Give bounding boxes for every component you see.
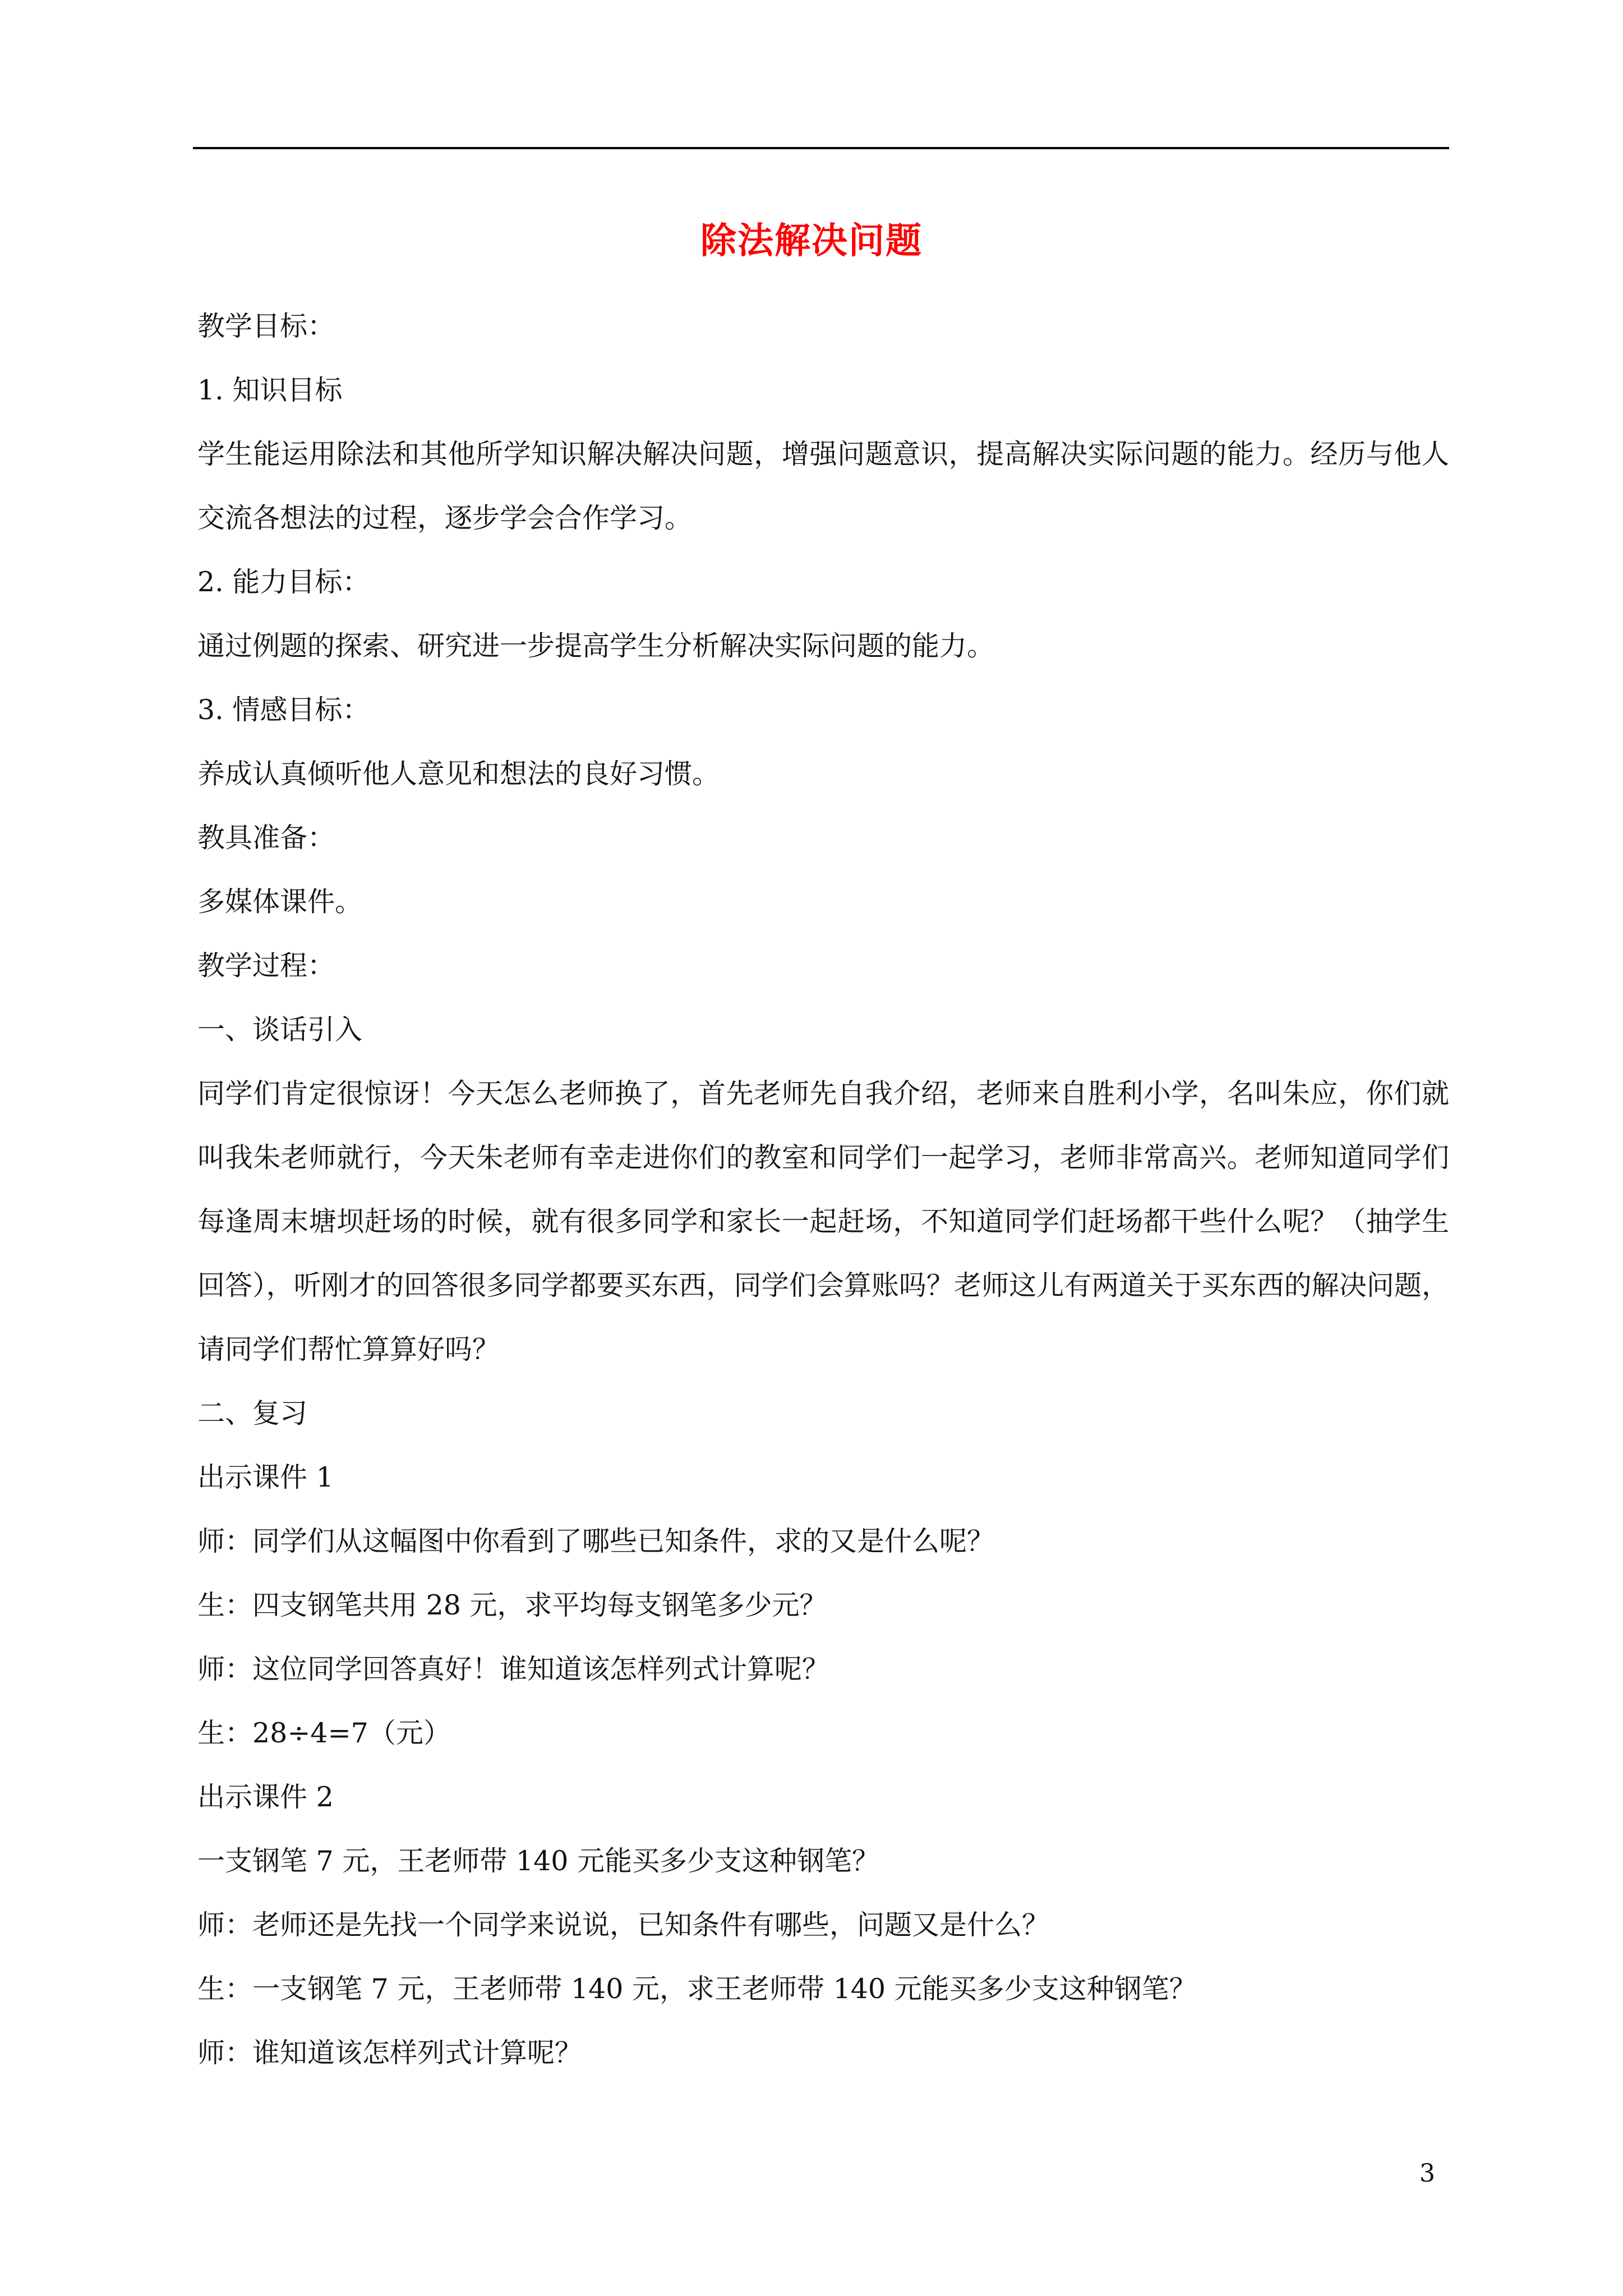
paragraph: 师：同学们从这幅图中你看到了哪些已知条件，求的又是什么呢？ <box>197 1525 995 1557</box>
paragraph: 师：老师还是先找一个同学来说说，已知条件有哪些，问题又是什么？ <box>197 1909 1050 1941</box>
paragraph: 一支钢笔 7 元，王老师带 140 元能买多少支这种钢笔？ <box>197 1845 880 1877</box>
paragraph: 教具准备： <box>197 822 335 854</box>
paragraph: 师：谁知道该怎样列式计算呢？ <box>197 2037 583 2069</box>
paragraph: 1. 知识目标 <box>197 374 343 406</box>
paragraph: 3. 情感目标： <box>197 694 370 726</box>
paragraph: 一、谈话引入 <box>197 1014 363 1046</box>
paragraph: 通过例题的探索、研究进一步提高学生分析解决实际问题的能力。 <box>197 630 995 662</box>
paragraph: 同学们肯定很惊讶！今天怎么老师换了，首先老师先自我介绍，老师来自胜利小学，名叫朱应，你们就叫我朱老师就行，今天朱老师有幸走进你们的教室和同学们一起学习，老师非常高兴。老师知道同学们每逢周末塘坝赶场的时候，就有很多同学和家长一起赶场，不知道同学们赶场都干些什么呢？（抽学生回答），听刚才的回答很多同学都要买东西，同学们会算账吗？老师这儿有两道关于买东西的解决问题，请同学们帮忙算算好吗？ <box>197 1078 1449 1365</box>
paragraph: 生：四支钢笔共用 28 元，求平均每支钢笔多少元？ <box>197 1589 827 1621</box>
paragraph: 养成认真倾听他人意见和想法的良好习惯。 <box>197 758 720 790</box>
paragraph: 生：一支钢笔 7 元，王老师带 140 元，求王老师带 140 元能买多少支这种钢笔？ <box>197 1973 1197 2005</box>
header-rule <box>193 147 1449 149</box>
paragraph: 多媒体课件。 <box>197 886 363 918</box>
paragraph: 二、复习 <box>197 1397 308 1429</box>
paragraph: 教学过程： <box>197 950 335 982</box>
paragraph: 出示课件 1 <box>197 1461 334 1493</box>
page-number: 3 <box>1419 2159 1435 2188</box>
paragraph: 2. 能力目标： <box>197 566 370 598</box>
document-body <box>197 295 1449 2085</box>
paragraph: 教学目标： <box>197 310 335 342</box>
paragraph: 师：这位同学回答真好！谁知道该怎样列式计算呢？ <box>197 1653 830 1685</box>
paragraph: 出示课件 2 <box>197 1781 334 1813</box>
paragraph: 生：28÷4=7（元） <box>197 1717 451 1749</box>
paragraph: 学生能运用除法和其他所学知识解决解决问题，增强问题意识，提高解决实际问题的能力。经历与他人交流各想法的过程，逐步学会合作学习。 <box>197 438 1449 534</box>
document-title: 除法解决问题 <box>700 220 923 262</box>
